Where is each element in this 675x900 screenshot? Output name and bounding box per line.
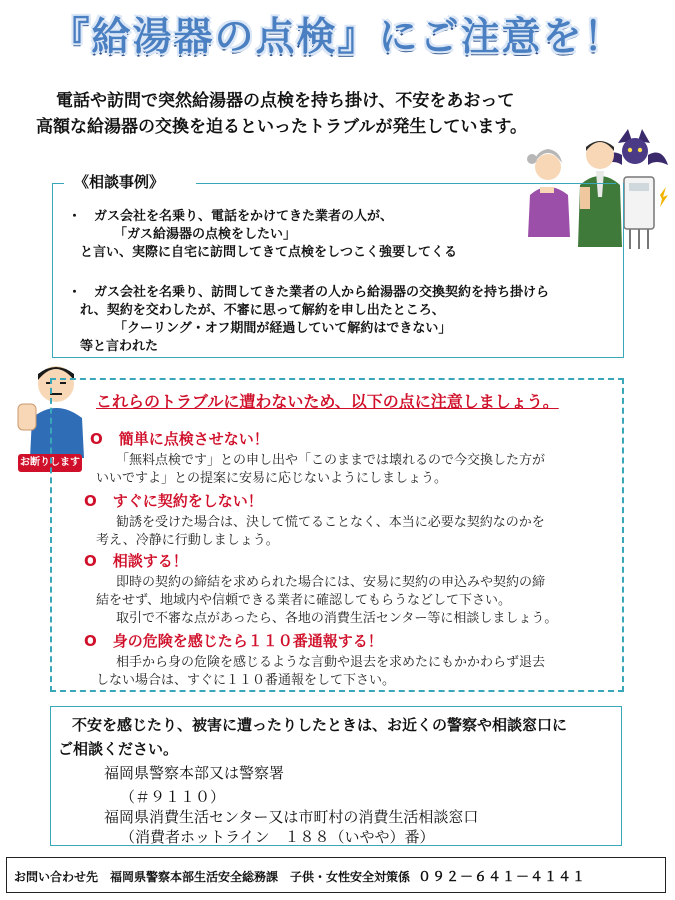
circle-mark-icon: O <box>84 492 97 510</box>
warning-item-1-heading: O 簡単に点検させない！ <box>90 430 269 448</box>
intro-line-1: 電話や訪問で突然給湯器の点検を持ち掛け、不安をあおって <box>56 91 515 111</box>
warning-item-1-line-1: 「無料点検です」との申し出や「このままでは壊れるので今交換した方が <box>116 453 546 468</box>
warning-item-3-heading: O 相談する！ <box>84 552 188 570</box>
contact-lead-line-1: 不安を感じたり、被害に遭ったりしたときは、お近くの警察や相談窓口に <box>72 716 568 734</box>
contact-hotline-number: （消費者ホットライン １８８（いやや）番） <box>120 828 435 846</box>
footer-contact <box>14 866 586 885</box>
contact-org-consumer-center: 福岡県消費生活センター又は市町村の消費生活相談窓口 <box>104 808 479 826</box>
warning-item-4-heading: O 身の危険を感じたら１１０番通報する！ <box>84 632 383 650</box>
footer-label: お問い合わせ先 福岡県警察本部生活安全総務課 子供・女性安全対策係 <box>14 870 411 884</box>
case1-line-2: 「ガス給湯器の点検をしたい」 <box>114 227 297 242</box>
warning-item-2-line-1: 勧誘を受けた場合は、決して慌てることなく、本当に必要な契約なのかを <box>116 515 545 530</box>
cases-heading: 《相談事例》 <box>74 173 165 191</box>
warning-item-3-line-1: 即時の契約の締結を求められた場合には、安易に契約の申込みや契約の締 <box>116 575 546 590</box>
circle-mark-icon: O <box>90 430 103 448</box>
footer-phone: ０９２－６４１－４１４１ <box>418 870 587 885</box>
warning-item-3-line-3: 取引で不審な点があったら、各地の消費生活センター等に相談しましょう。 <box>116 611 558 626</box>
warning-item-4-line-2: しない場合は、すぐに１１０番通報をして下さい。 <box>96 673 396 688</box>
case2-line-1: ・ ガス会社を名乗り、訪問してきた業者の人から給湯器の交換契約を持ち掛けら <box>68 285 550 300</box>
cases-frame-top-left <box>52 183 64 184</box>
contact-org-police: 福岡県警察本部又は警察署 <box>104 764 285 782</box>
water-heater-icon <box>624 177 668 249</box>
intro-line-2: 高額な給湯器の交換を迫るといったトラブルが発生しています。 <box>36 117 527 137</box>
case2-line-2: れ、契約を交わしたが、不審に思って解約を申し出たところ、 <box>80 303 445 318</box>
contact-police-number: （＃９１１０） <box>120 788 226 806</box>
circle-mark-icon: O <box>84 552 97 570</box>
warning-item-4-line-1: 相手から身の危険を感じるような言動や退去を求めたにもかかわらず退去 <box>116 655 546 670</box>
warning-item-1-line-2: いいですよ」との提案に安易に応じないようにしましょう。 <box>96 471 448 486</box>
warning-item-2-line-2: 考え、冷静に行動しましょう。 <box>96 533 279 548</box>
page-title: 『給湯器の点検』にご注意を！ <box>50 15 625 60</box>
contact-lead-line-2: ご相談ください。 <box>58 740 179 758</box>
cases-frame-top-right <box>196 183 616 184</box>
case2-line-4: 等と言われた <box>80 339 159 354</box>
warning-item-3-line-2: 結をせず、地域内や信頼できる業者に確認してもらうなどして下さい。 <box>96 593 511 608</box>
case1-line-3: と言い、実際に自宅に訪問してきて点検をしつこく強要してくる <box>80 245 458 260</box>
case2-line-3: 「クーリング・オフ期間が経過していて解約はできない」 <box>114 321 452 336</box>
circle-mark-icon: O <box>84 632 97 650</box>
warning-item-2-heading: O すぐに契約をしない！ <box>84 492 263 510</box>
warning-headline: これらのトラブルに遭わないため、以下の点に注意しましょう。 <box>96 392 559 411</box>
case1-line-1: ・ ガス会社を名乗り、電話をかけてきた業者の人が、 <box>68 209 394 224</box>
refuse-badge: お断りします <box>18 454 82 472</box>
